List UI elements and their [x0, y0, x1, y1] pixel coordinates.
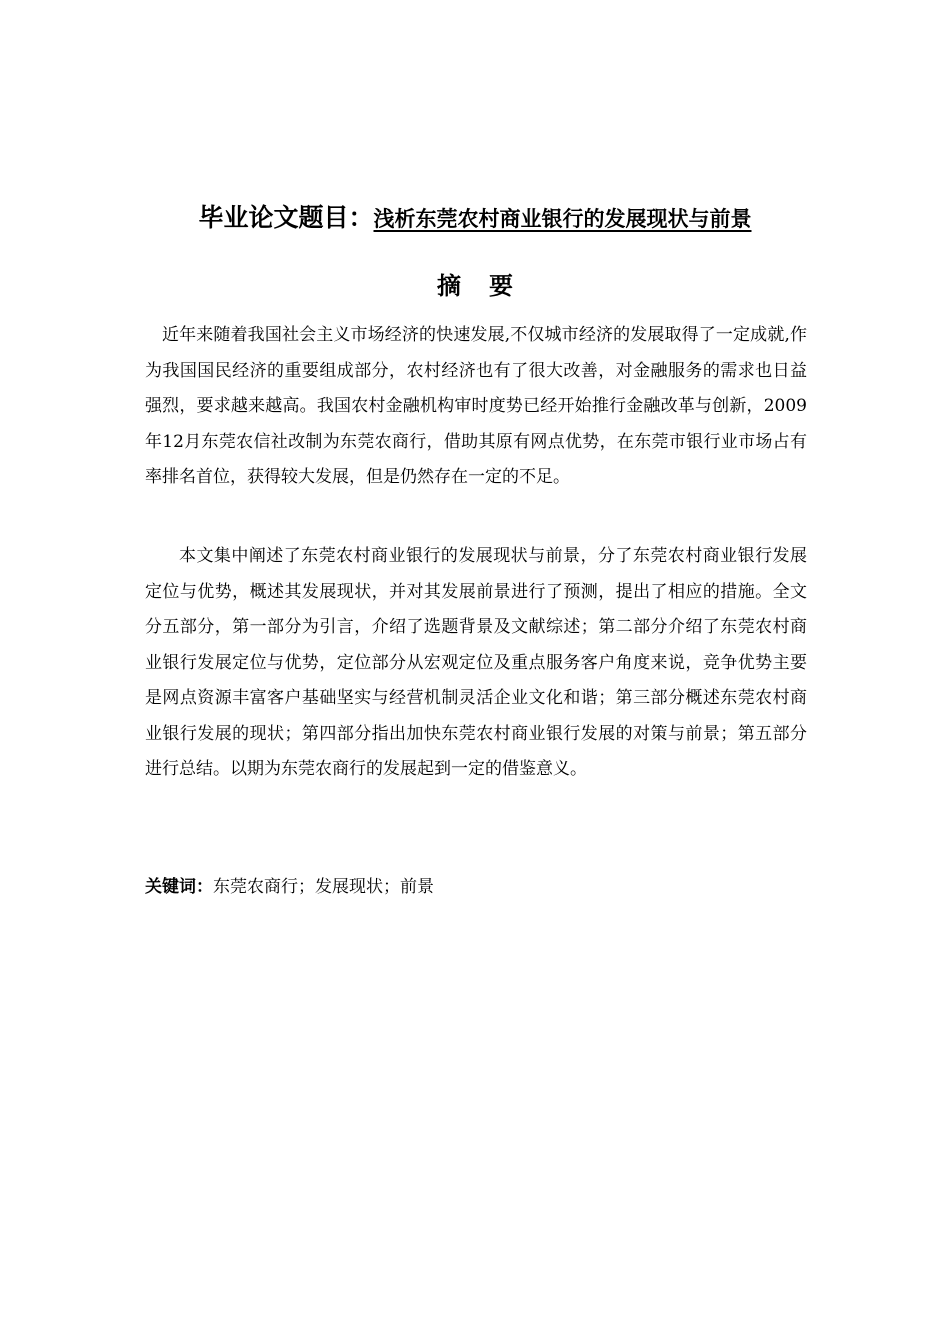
keywords-label: 关键词： — [145, 877, 213, 897]
thesis-title-prefix: 毕业论文题目： — [198, 203, 374, 232]
thesis-title-text: 浅析东莞农村商业银行的发展现状与前景 — [373, 207, 752, 231]
abstract-paragraph-1: 近年来随着我国社会主义市场经济的快速发展,不仅城市经济的发展取得了一定成就,作为我国国民经济的重要组成部分，农村经济也有了很大改善，对金融服务的需求也日益强烈，要求越来越高。我国农村金融机构审时度势已经开始推行金融改革与创新，2009年12月东莞农信社改制为东莞农商行，借助其原有网点优势，在东莞市银行业市场占有率排名首位，获得较大发展，但是仍然存在一定的不足。 — [145, 325, 807, 487]
abstract-heading: 摘要 — [437, 272, 541, 300]
thesis-title — [0, 198, 950, 234]
keywords-line — [145, 872, 807, 902]
keywords-text: 东莞农商行；发展现状；前景 — [213, 877, 434, 897]
abstract-paragraph-2: 本文集中阐述了东莞农村商业银行的发展现状与前景，分了东莞农村商业银行发展定位与优势，概述其发展现状，并对其发展前景进行了预测，提出了相应的措施。全文分五部分，第一部分为引言，介绍了选题背景及文献综述；第二部分介绍了东莞农村商业银行发展定位与优势，定位部分从宏观定位及重点服务客户角度来说，竞争优势主要是网点资源丰富客户基础坚实与经营机制灵活企业文化和谐；第三部分概述东莞农村商业银行发展的现状；第四部分指出加快东莞农村商业银行发展的对策与前景；第五部分进行总结。以期为东莞农商行的发展起到一定的借鉴意义。 — [145, 546, 807, 779]
